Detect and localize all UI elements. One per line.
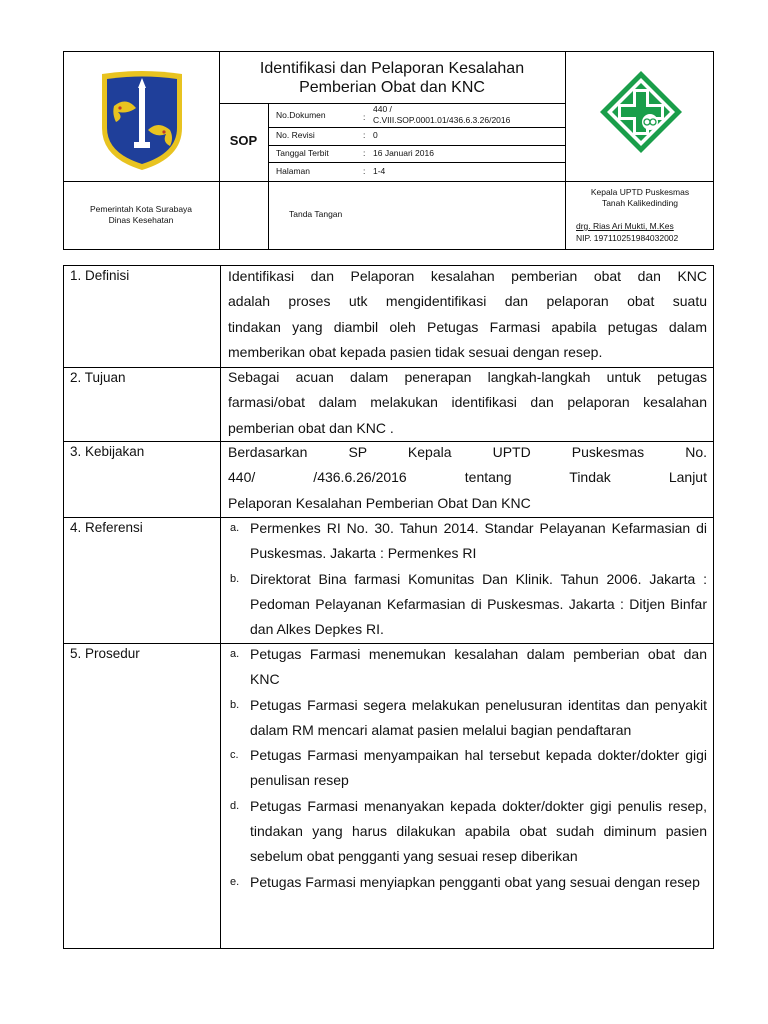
prosedur-list	[226, 642, 707, 895]
head-line-1: Kepala UPTD Puskesmas	[590, 187, 690, 197]
section-text-kebijakan	[228, 440, 707, 516]
tujuan-line-3: pemberian obat dan KNC .	[228, 419, 394, 436]
section-text-tujuan	[228, 365, 707, 441]
meta-label-no-dokumen: No.Dokumen	[276, 110, 326, 120]
list-text: Petugas Farmasi segera melakukan penelusuran identitas dan penyakit dalam RM mencari alamat pasien melalui bagian pendaftaran	[250, 696, 707, 738]
title-line-1: Identifikasi dan Pelaporan Kesalahan	[259, 60, 525, 77]
org-line-2: Dinas Kesehatan	[108, 215, 174, 225]
tujuan-line-1: Sebagai acuan dalam penerapan langkah-langkah untuk petugas	[228, 369, 707, 385]
org-line-1: Pemerintah Kota Surabaya	[89, 204, 193, 214]
definisi-line-3: tindakan yang diambil oleh Petugas Farmasi apabila petugas dalam	[228, 318, 707, 335]
list-item	[226, 642, 707, 693]
kebijakan-line-3: Pelaporan Kesalahan Pemberian Obat Dan KNC	[228, 494, 531, 511]
head-nip: NIP. 197110251984032002	[576, 233, 679, 243]
section-label-tujuan: 2. Tujuan	[70, 370, 126, 385]
list-marker: a.	[230, 648, 240, 660]
list-item	[226, 516, 707, 567]
list-marker: b.	[230, 698, 240, 711]
list-marker: b.	[230, 572, 240, 585]
section-label-prosedur: 5. Prosedur	[70, 646, 140, 661]
list-item	[226, 870, 707, 895]
list-text: Petugas Farmasi menyiapkan pengganti obat yang sesuai dengan resep	[250, 873, 700, 890]
head-line-2: Tanah Kalikedinding	[601, 198, 679, 208]
list-text: Petugas Farmasi menyampaikan hal tersebut kepada dokter/dokter gigi penulisan resep	[250, 747, 707, 789]
meta-value-halaman: 1-4	[373, 166, 386, 176]
list-item	[226, 693, 707, 744]
list-text: Petugas Farmasi menanyakan kepada dokter/dokter gigi penulis resep, tindakan yang harus dilakukan apabila obat sudah diminum pasien sebelum obat pengganti yang sesuai resep diberikan	[250, 797, 707, 865]
list-marker: e.	[230, 875, 240, 888]
list-marker: c.	[230, 749, 239, 762]
meta-sep: :	[363, 166, 366, 176]
meta-label-no-revisi: No. Revisi	[276, 130, 315, 140]
meta-sep: :	[363, 112, 366, 122]
meta-value-tanggal-terbit: 16 Januari 2016	[373, 148, 434, 158]
meta-value-no-revisi: 0	[373, 130, 378, 140]
list-text: Direktorat Bina farmasi Komunitas Dan Klinik. Tahun 2006. Jakarta : Pedoman Pelayanan Kefarmasian di Puskesmas. Jakarta : Ditjen Binfar dan Alkes Depkes RI.	[250, 570, 707, 638]
list-marker: d.	[230, 799, 240, 812]
surabaya-crest-logo	[98, 68, 186, 172]
puskesmas-logo	[598, 69, 684, 155]
section-label-referensi: 4. Referensi	[70, 520, 143, 535]
head-block	[566, 187, 714, 209]
title-line-2: Pemberian Obat dan KNC	[299, 79, 485, 96]
meta-label-tanggal-terbit: Tanggal Terbit	[276, 148, 329, 158]
definisi-line-1: Identifikasi dan Pelaporan kesalahan pemberian obat dan KNC	[228, 268, 707, 284]
list-item	[226, 743, 707, 794]
head-name: drg. Rias Ari Mukti, M.Kes	[576, 221, 674, 231]
meta-sep: :	[363, 148, 366, 158]
definisi-line-2: adalah proses utk mengidentifikasi dan pelaporan obat suatu	[228, 293, 707, 310]
meta-sep: :	[363, 130, 366, 140]
list-text: Permenkes RI No. 30. Tahun 2014. Standar Pelayanan Kefarmasian di Puskesmas. Jakarta : Permenkes RI	[250, 520, 707, 562]
list-item	[226, 567, 707, 643]
sop-label: SOP	[229, 133, 258, 148]
meta-label-halaman: Halaman	[276, 166, 311, 176]
section-label-definisi: 1. Definisi	[70, 268, 130, 283]
kebijakan-line-2: 440/ /436.6.26/2016 tentang Tindak Lanjut	[228, 469, 707, 486]
kebijakan-line-1: Berdasarkan SP Kepala UPTD Puskesmas No.	[228, 444, 707, 460]
section-label-kebijakan: 3. Kebijakan	[70, 444, 145, 459]
definisi-line-4: memberikan obat kepada pasien tidak sesuai dengan resep.	[228, 343, 603, 360]
meta-value-no-dokumen-2: C.VIII.SOP.0001.01/436.6.3.26/2016	[373, 115, 511, 125]
list-text: Petugas Farmasi menemukan kesalahan dalam pemberian obat dan KNC	[250, 646, 707, 688]
list-marker: a.	[230, 522, 240, 534]
tujuan-line-2: farmasi/obat dalam melakukan identifikasi dan pelaporan kesalahan	[228, 394, 707, 411]
section-text-definisi	[228, 264, 707, 365]
signature-label: Tanda Tangan	[289, 209, 343, 219]
meta-value-no-dokumen-1: 440 /	[373, 104, 392, 114]
org-name	[63, 204, 219, 226]
document-title	[219, 59, 565, 97]
referensi-list	[226, 516, 707, 642]
list-item	[226, 794, 707, 870]
